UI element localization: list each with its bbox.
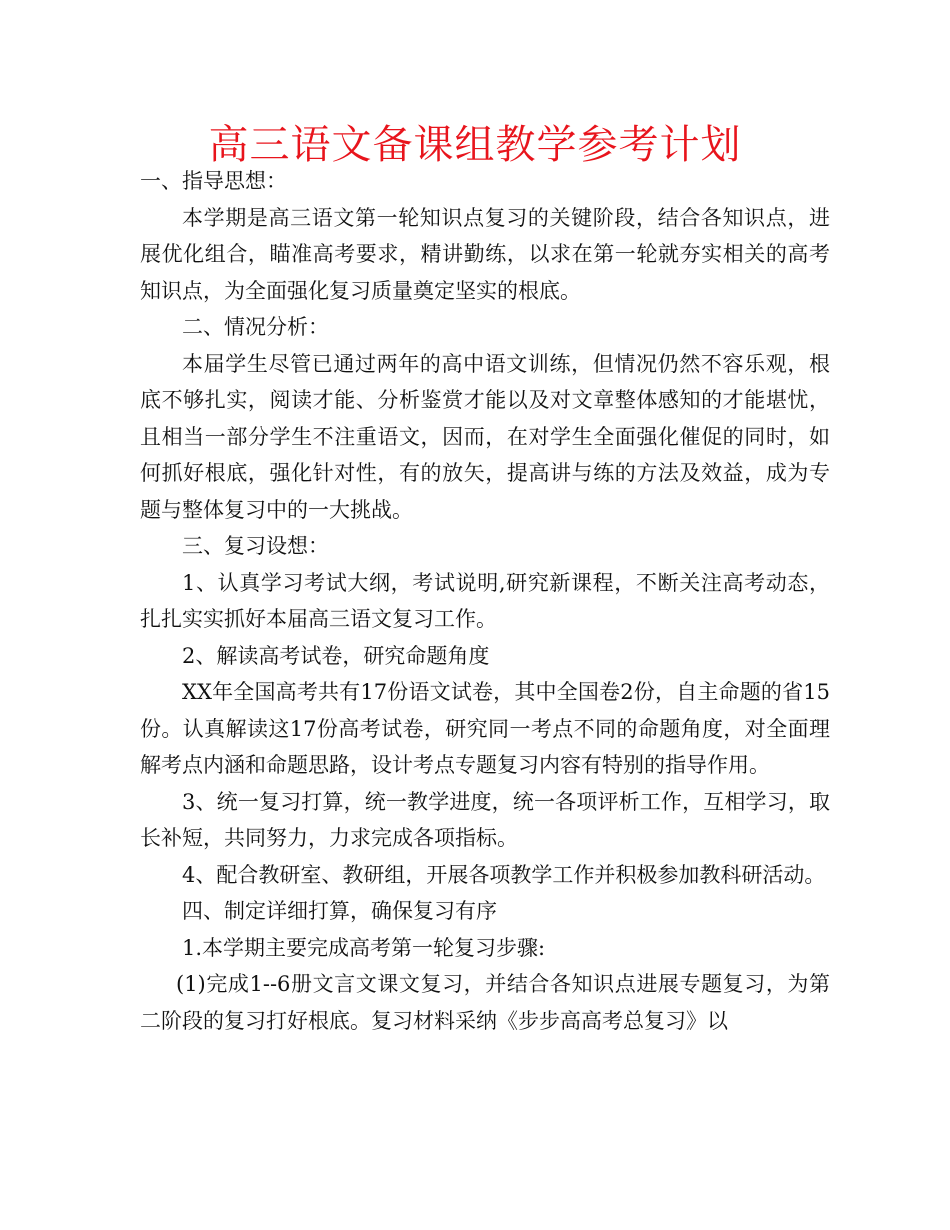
- paragraph-item-4: 4、配合教研室、教研组，开展各项教学工作并积极参加教科研活动。: [182, 862, 826, 887]
- paragraph-exam-analysis: XX年全国高考共有17份语文试卷，其中全国卷2份，自主命题的省15份。认真解读这17份高考试卷，研究同一考点不同的命题角度，对全面理解考点内涵和命题思路，设计考点专题复习内容有特别的指导作用。: [140, 680, 830, 777]
- paragraph-semester-steps: 1.本学期主要完成高考第一轮复习步骤:: [182, 935, 546, 960]
- heading-detailed-plan: 四、制定详细打算，确保复习有序: [182, 899, 497, 923]
- paragraph-item-1: 1、认真学习考试大纲，考试说明,研究新课程，不断关注高考动态，扎扎实实抓好本届高三语文复习工作。: [140, 570, 830, 631]
- paragraph-item-3: 3、统一复习打算，统一教学进度，统一各项评析工作，互相学习，取长补短，共同努力，力求完成各项指标。: [140, 789, 830, 850]
- paragraph-item-2: 2、解读高考试卷，研究命题角度: [182, 643, 490, 668]
- document-title: 高三语文备课组教学参考计划: [208, 122, 742, 168]
- paragraph-situation-analysis: 本届学生尽管已通过两年的高中语文训练，但情况仍然不容乐观，根底不够扎实，阅读才能、分析鉴赏才能以及对文章整体感知的才能堪忧，且相当一部分学生不注重语文，因而，在对学生全面强化催促的同时，如何抓好根底，强化针对性，有的放矢，提高讲与练的方法及效益，成为专题与整体复习中的一大挑战。: [140, 351, 830, 522]
- heading-situation-analysis: 二、情况分析：: [182, 315, 329, 339]
- document-body: [140, 163, 830, 1039]
- heading-review-plan: 三、复习设想：: [182, 534, 329, 558]
- paragraph-guiding-ideology: 本学期是高三语文第一轮知识点复习的关键阶段，结合各知识点，进展优化组合，瞄准高考要求，精讲勤练，以求在第一轮就夯实相关的高考知识点，为全面强化复习质量奠定坚实的根底。: [140, 205, 830, 303]
- paragraph-classical-review: (1)完成1--6册文言文课文复习，并结合各知识点进展专题复习，为第二阶段的复习打好根底。复习材料采纳《步步高高考总复习》以: [140, 972, 830, 1033]
- heading-guiding-ideology: 一、指导思想：: [140, 169, 287, 193]
